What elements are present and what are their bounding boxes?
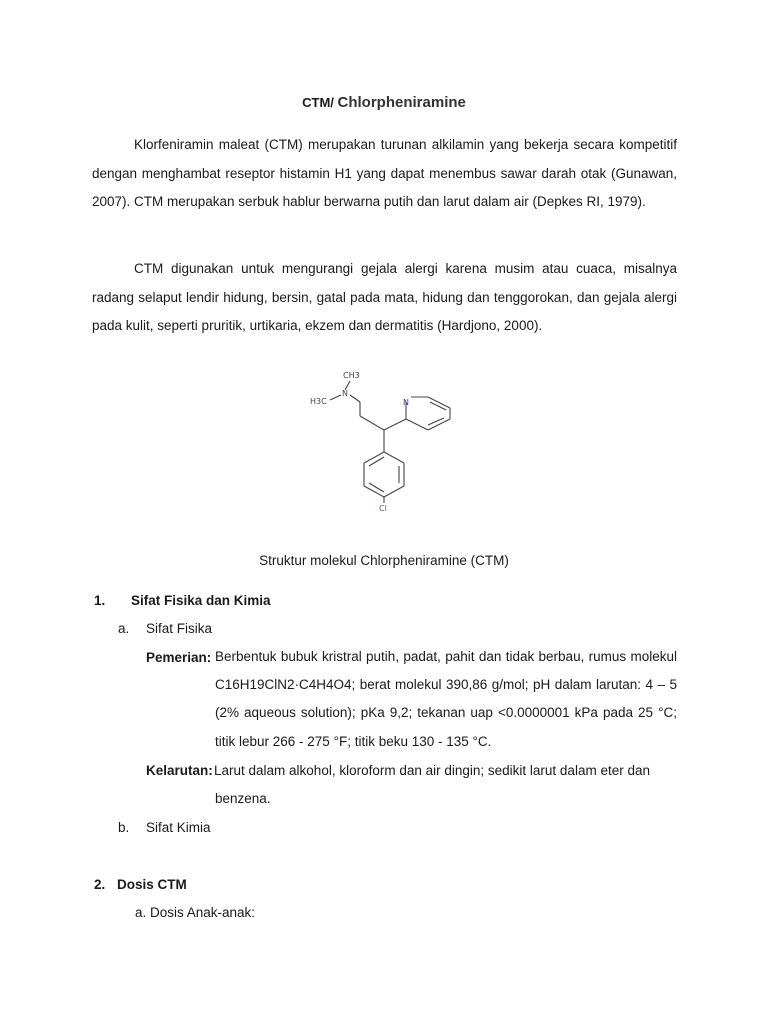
subsection-a-label: a. bbox=[118, 621, 130, 636]
section-2-number: 2. bbox=[94, 877, 106, 892]
section-2-title: Dosis CTM bbox=[117, 877, 187, 892]
figure-caption: Struktur molekul Chlorpheniramine (CTM) bbox=[259, 553, 509, 568]
section-1-number: 1. bbox=[94, 593, 106, 608]
molecule-structure-image bbox=[292, 362, 482, 512]
label-n-amine: N bbox=[342, 389, 348, 398]
pemerian-label: Pemerian: bbox=[146, 650, 212, 665]
pemerian-text: Berbentuk bubuk kristral putih, padat, pahit dan tidak berbau, rumus molekul C16H19ClN2·C4H4O4; berat molekul 390,86 g/mol; pH dalam larutan: 4 – 5 (2% aqueous solution); pKa 9,2; tekanan uap <0.0000001 kPa pada 25 °C; titik lebur 266 - 275 °F; titik beku 130 - 135 °C. bbox=[215, 649, 677, 749]
label-ch3: CH3 bbox=[343, 371, 360, 380]
subsection-b-title: Sifat Kimia bbox=[146, 820, 211, 835]
label-h3c: H3C bbox=[310, 397, 327, 406]
kelarutan-text-2: benzena. bbox=[215, 791, 271, 806]
kelarutan-label: Kelarutan: bbox=[146, 763, 213, 778]
paragraph-2: CTM digunakan untuk mengurangi gejala alergi karena musim atau cuaca, misalnya radang selaput lendir hidung, bersin, gatal pada mata, hidung dan tenggorokan, dan gejala alergi pada kulit, seperti pruritik, urtikaria, ekzem dan dermatitis (Hardjono, 2000). bbox=[92, 261, 677, 333]
subsection-b-label: b. bbox=[118, 820, 130, 835]
section-1-title: Sifat Fisika dan Kimia bbox=[131, 593, 271, 608]
subsection-a-title: Sifat Fisika bbox=[146, 621, 213, 636]
kelarutan-text-1: Larut dalam alkohol, kloroform dan air dingin; sedikit larut dalam eter dan bbox=[214, 763, 650, 778]
title-main: Chlorpheniramine bbox=[337, 94, 466, 111]
label-n-pyridine: N bbox=[403, 398, 409, 407]
title-prefix: CTM/ bbox=[302, 95, 334, 110]
paragraph-1: Klorfeniramin maleat (CTM) merupakan turunan alkilamin yang bekerja secara kompetitif dengan menghambat reseptor histamin H1 yang dapat menembus sawar darah otak (Gunawan, 2007). CTM merupakan serbuk hablur berwarna putih dan larut dalam air (Depkes RI, 1979). bbox=[92, 137, 677, 209]
page-title bbox=[0, 94, 768, 111]
section-2-subsection-a: a. Dosis Anak-anak: bbox=[135, 905, 256, 920]
label-cl: Cl bbox=[379, 504, 387, 512]
